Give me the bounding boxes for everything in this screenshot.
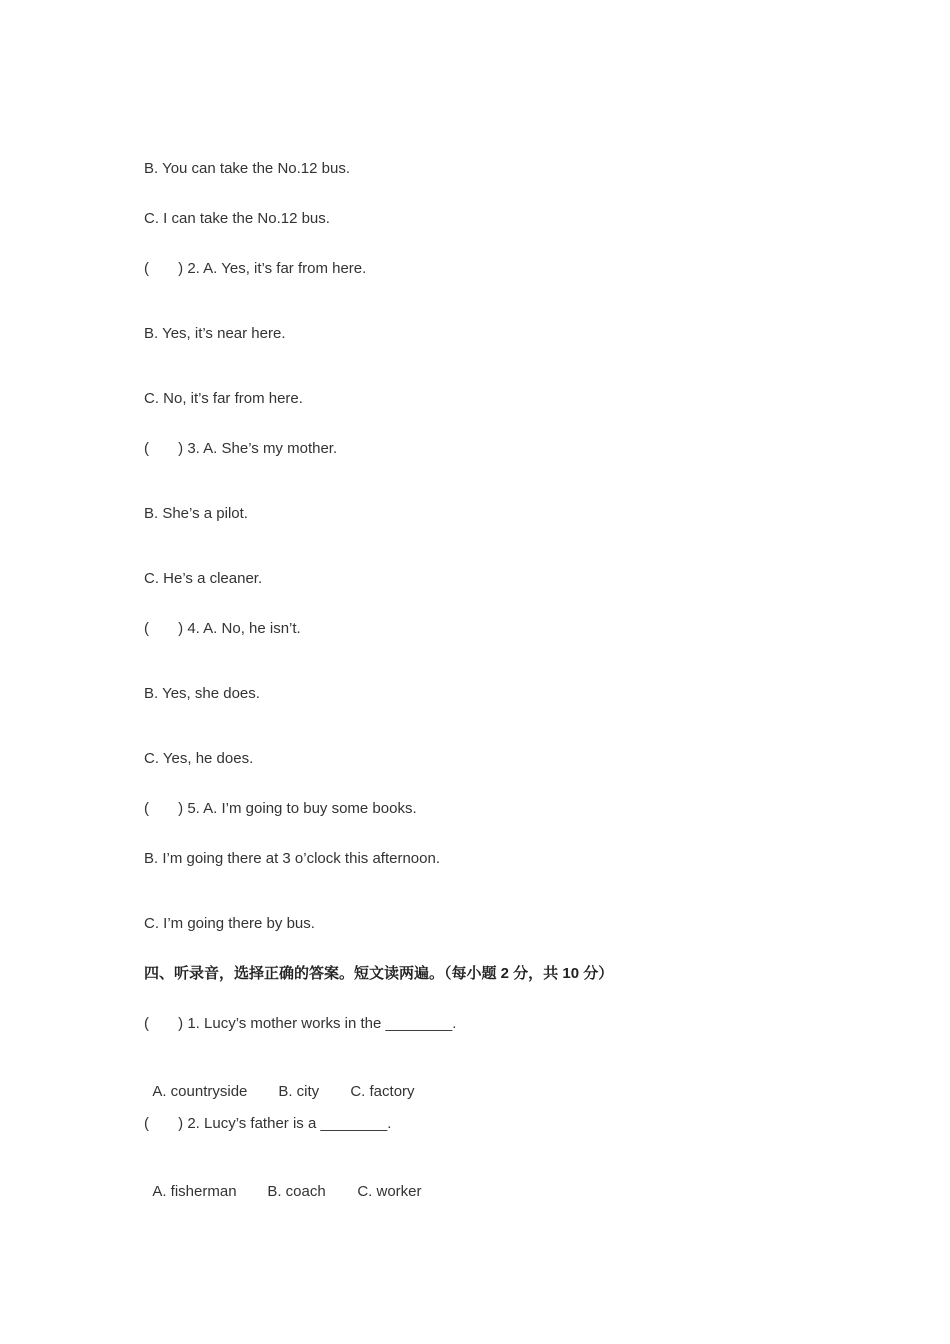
option-c: C. worker <box>357 1183 422 1200</box>
option-a: A. fisherman <box>152 1183 237 1200</box>
options-row <box>144 1165 422 1201</box>
question-line: ( ) 1. Lucy’s mother works in the ________. <box>144 1015 457 1032</box>
option-line: C. Yes, he does. <box>144 750 254 767</box>
option-b: B. city <box>278 1083 320 1100</box>
question-line: ( ) 3. A. She’s my mother. <box>144 440 338 457</box>
question-line: ( ) 4. A. No, he isn’t. <box>144 620 301 637</box>
option-line: B. Yes, she does. <box>144 685 260 702</box>
section-heading: 四、听录音，选择正确的答案。短文读两遍。（每小题 2 分，共 10 分） <box>144 965 614 982</box>
option-line: C. No, it’s far from here. <box>144 390 303 407</box>
option-a: A. countryside <box>152 1083 248 1100</box>
option-line: B. She’s a pilot. <box>144 505 248 522</box>
option-b: B. coach <box>267 1183 326 1200</box>
option-line: B. Yes, it’s near here. <box>144 325 286 342</box>
option-line: C. I’m going there by bus. <box>144 915 315 932</box>
option-line: B. I’m going there at 3 o’clock this afternoon. <box>144 850 440 867</box>
question-line: ( ) 5. A. I’m going to buy some books. <box>144 800 417 817</box>
option-c: C. factory <box>350 1083 415 1100</box>
question-line: ( ) 2. Lucy’s father is a ________. <box>144 1115 392 1132</box>
options-row <box>144 1065 415 1101</box>
option-line: C. He’s a cleaner. <box>144 570 263 587</box>
option-line: B. You can take the No.12 bus. <box>144 160 350 177</box>
option-line: C. I can take the No.12 bus. <box>144 210 330 227</box>
question-line: ( ) 2. A. Yes, it’s far from here. <box>144 260 367 277</box>
